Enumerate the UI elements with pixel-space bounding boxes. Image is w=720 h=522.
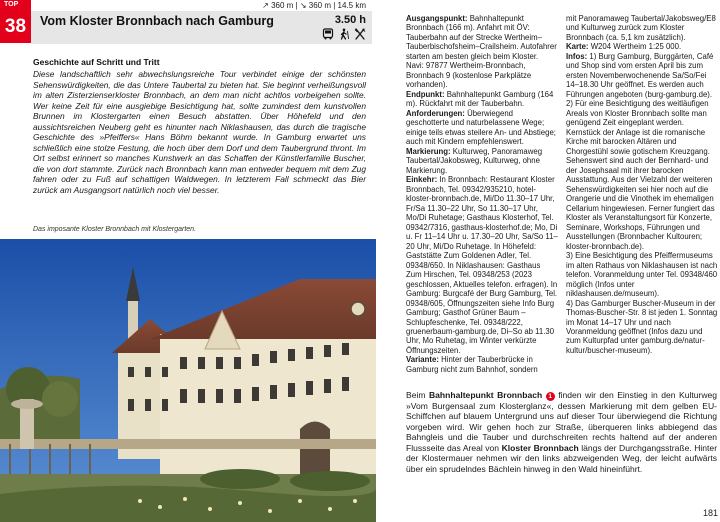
intro-text: Diese landschaftlich sehr abwechslungsreiche Tour verbindet einige der schönsten Sehenswürdigkeiten, die das Untere Taubertal zu bieten hat. Sie beginnt verheißungsvoll im alten Zisterzienserkloster Bronnbach, an dem man nicht achtlos vorbeigehen sollte. Wer keine Zeit für eine ausgiebige Besichtigung hat, sollte zumindest dem kunstvollen Brunnen im Klostergarten einen Besuch abstatten. Über Höhefeld und den aussichtsreichen Neuberg geht es hinunter nach Niklashausen, das durch die tragische Geschichte des »Pfeiffers« Hans Böhm bekannt wurde. In Gamburg erwartet uns schließlich eine stolze Festung, die hoch über dem Dorf und dem Taubergrund thront. Im Ort selbst erinnert so manches Kunstwerk an das Schaffen der Künstlerfamilie Buscher, die von dort stammte. Zurück nach Bronnbach kann man entweder bequem mit dem Zug fahren oder zu Fuß auf schattigen Waldwegen. In letzterem Fall schmeckt das Bier zurück am Ausgangsort natürlich noch viel besser. xyxy=(33,69,366,196)
top-badge: TOP xyxy=(0,0,31,10)
info-paragraph: Anforderungen: Überwiegend geschotterte und naturbelassene Wege; einige teils etwas steilere An- und Abstiege; auch mit Kindern empfehlenswert. xyxy=(406,108,556,147)
info-paragraph: Endpunkt: Bahnhaltepunkt Gamburg (164 m). Rückfahrt mit der Tauberbahn. xyxy=(406,89,554,109)
page-number: 181 xyxy=(702,508,718,518)
start-point-name: Bahnhaltepunkt Bronnbach xyxy=(429,390,543,400)
tour-title: Vom Kloster Bronnbach nach Gamburg xyxy=(40,14,274,28)
tour-icons xyxy=(296,28,366,41)
bus-icon xyxy=(322,28,334,41)
hiker-icon xyxy=(338,28,350,41)
info-paragraph: Infos: 1) Burg Gamburg, Burggärten, Café und Shop sind vom ersten April bis zum ersten Novemberwochenende Sa/So/Fei 14–18.30 Uhr geöffnet. Es werden auch Führungen angeboten (burg-gamburg.de). xyxy=(566,51,714,99)
info-paragraph: Ausgangspunkt: Bahnhaltepunkt Bronnbach (166 m). Anfahrt mit ÖV: Tauberbahn auf der Strecke Wertheim–Tauberbischofsheim–Crailsheim. Autofahrer starten am besten gleich beim Kloster. Navi: 97877 Wertheim-Bronnbach, Bronnbach 9 (kostenlose Parkplätze vorhanden). xyxy=(406,14,557,90)
info-column-2 xyxy=(566,14,718,355)
tour-stats: ↗ 360 m | ↘ 360 m | 14.5 km xyxy=(262,1,366,10)
info-paragraph: Karte: W204 Wertheim 1:25 000. xyxy=(566,42,682,52)
restaurant-icon xyxy=(354,28,366,41)
tour-number: 38 xyxy=(0,10,31,43)
photo-caption: Das imposante Kloster Bronnbach mit Klostergarten. xyxy=(33,226,197,233)
info-paragraph: Variante: Hinter der Tauberbrücke in Gamburg nicht zum Bahnhof, sondern xyxy=(406,355,538,374)
monastery-photo xyxy=(0,239,376,522)
info-paragraph: mit Panoramaweg Taubertal/Jakobsweg/E8 und Kulturweg zurück zum Kloster Bronnbach (ca. 5,1 km zusätzlich). xyxy=(566,14,716,42)
info-column-1 xyxy=(406,14,558,374)
info-paragraph: 3) Eine Besichtigung des Pfeiffermuseums im alten Rathaus von Niklashausen ist nach telefon. Voranmeldung unter Tel. 09348/460 möglich (Infos unter niklashausen.de/museum). xyxy=(566,251,718,299)
tour-duration: 3.50 h xyxy=(334,14,366,26)
place-name: Kloster Bronnbach xyxy=(501,442,579,453)
info-paragraph: 2) Für eine Besichtigung des weitläufigen Areals von Kloster Bronnbach sollte man genügend Zeit eingeplant werden. Kernstück der Anlage ist die romanische Kirche mit barocken Altären und Chorgestühl sowie gotischem Kreuzgang. Sehenswert sind auch der Bernhard- und der Josephsaal mit ihrer barocken Ausstattung. Aus der Vielzahl der weiteren Sehenswürdigkeiten sei hier noch auf die Orangerie und die Vinothek im ehemaligen Cellarium hingewiesen. Ferner fungiert das Kloster als Veranstaltungsort für Konzerte, Seminare, Workshops, Führungen und Ausstellungen (Bronnbacher Kultouren; kloster-bronnbach.de). xyxy=(566,99,715,251)
section-heading: Geschichte auf Schritt und Tritt xyxy=(33,57,160,67)
info-paragraph: Einkehr: In Bronnbach: Restaurant Kloster Bronnbach, Tel. 09342/935210, hotel-kloster-bronnbach.de, Mi/Do 11.30–17 Uhr, Fr/Sa 11.30–22 Uhr, So 11.30–17 Uhr, Mo/Di Ruhetage; Gasthaus Klosterhof, Tel. 09342/7316, gasthaus-klosterhof.de; Mo, Di u. Fr 11–14 Uhr u. 17.30–20 Uhr, Sa/So 11–20 Uhr, Mi/Do Ruhetage. In Höhefeld: Gaststätte Zum Goldenen Adler, Tel. 09348/650. In Niklashausen: Gasthaus Zum Hirschen, Tel. 09348/253 (2023 geschlossen, Aktuelles telefon. erfragen). In Gamburg: Burgcafé der Burg Gamburg, Tel. 09348/605, Öffnungszeiten siehe Info Burg Gamburg; Gasthof Grüner Baum – Schlupfeschenke, Tel. 09348/222, gruenerbaum-gamburg.de, Di–So ab 11.30 Uhr, Mo Ruhetag, im Winter verkürzte Öffnungszeiten. xyxy=(406,175,558,355)
route-description: Beim Bahnhaltepunkt Bronnbach 1 finden wir den Einstieg in den Kulturweg »Vom Burgensaal zum Klosterglanz«, dessen Markierung mit dem gelben EU-Schiffchen auf blauem Untergrund uns auf dieser Tour überwiegend die Richtung vorgeben wird. Wir gehen hoch zur Straße, überqueren links abbiegend das Bahngleis und die Tauber und durchschreiten rechts haltend auf der anderen Flussseite das Areal von Kloster Bronnbach längs der Durchgangsstraße. Hinter der Klostermauer nehmen wir den links abzweigenden Weg, der leicht aufwärts über ein sprudelndes Bächlein hinweg in den Wald hineinführt. xyxy=(406,390,718,474)
info-paragraph: 4) Das Gamburger Buscher-Museum in der Thomas-Buscher-Str. 8 ist jeden 1. Sonntag im Monat 14–17 Uhr und nach Voranmeldung geöffnet (Infos dazu und zum Kulturpfad unter gamburg.de/natur-kultur/buscher-museum). xyxy=(566,298,718,355)
info-paragraph: Markierung: Kulturweg, Panoramaweg Taubertal/Jakobsweg, Kulturweg, ohne Markierung. xyxy=(406,146,543,175)
waypoint-marker: 1 xyxy=(546,392,555,401)
